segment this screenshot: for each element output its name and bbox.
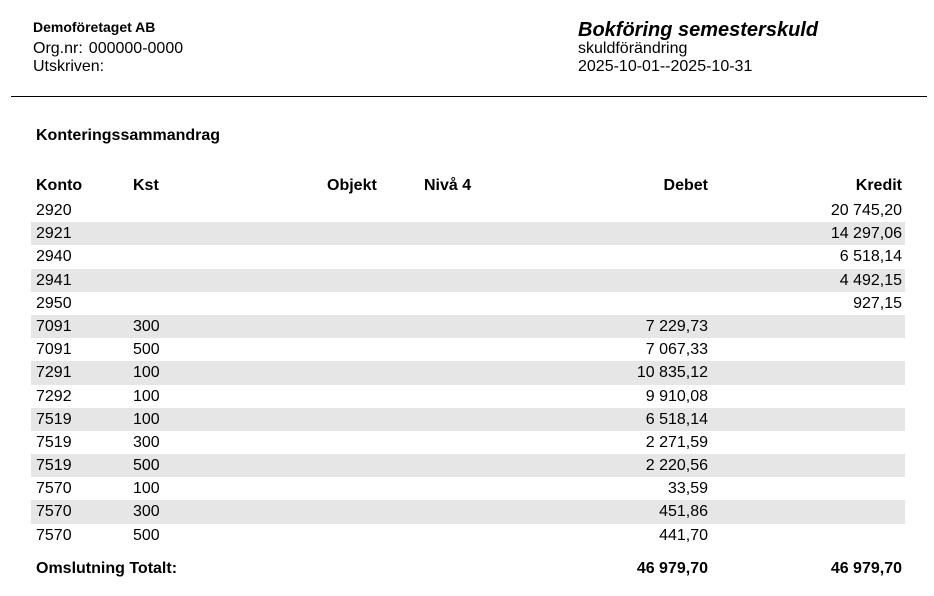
cell-konto: 7292 <box>36 387 72 405</box>
cell-konto: 7291 <box>36 364 72 382</box>
table-row <box>31 199 905 222</box>
cell-kredit: 14 297,06 <box>830 225 902 243</box>
table-row <box>31 385 905 408</box>
cell-debet: 2 220,56 <box>645 457 708 475</box>
cell-konto: 7570 <box>36 526 72 544</box>
col-konto: Konto <box>36 177 83 194</box>
cell-debet: 7 067,33 <box>645 341 708 359</box>
cell-kredit: 6 518,14 <box>839 248 902 266</box>
col-kst: Kst <box>133 177 159 194</box>
table-row <box>31 315 905 338</box>
cell-debet: 9 910,08 <box>645 387 708 405</box>
table-row <box>31 454 905 477</box>
table-row <box>31 500 905 523</box>
cell-kst: 500 <box>133 526 160 544</box>
table-row <box>31 361 905 384</box>
cell-konto: 7519 <box>36 410 72 428</box>
cell-debet: 441,70 <box>659 526 708 544</box>
cell-kst: 100 <box>133 364 160 382</box>
table-row <box>31 222 905 245</box>
cell-konto: 2941 <box>36 271 72 289</box>
table-row <box>31 292 905 315</box>
col-objekt: Objekt <box>327 177 377 194</box>
cell-debet: 7 229,73 <box>645 317 708 335</box>
cell-konto: 7519 <box>36 457 72 475</box>
table-row <box>31 338 905 361</box>
cell-kst: 300 <box>133 433 160 451</box>
cell-kredit: 20 745,20 <box>830 202 902 219</box>
cell-konto: 7570 <box>36 480 72 498</box>
col-kredit: Kredit <box>855 177 902 194</box>
cell-kst: 300 <box>133 317 160 335</box>
table-row <box>31 477 905 500</box>
totals-debet: 46 979,70 <box>636 560 708 577</box>
table-row <box>31 269 905 292</box>
cell-kst: 500 <box>133 457 160 475</box>
cell-konto: 2950 <box>36 294 72 312</box>
table-row <box>31 524 905 547</box>
company-name: Demoföretaget AB <box>33 19 156 35</box>
report-subtitle: skuldförändring <box>578 40 688 57</box>
cell-kredit: 4 492,15 <box>839 271 902 289</box>
cell-kst: 500 <box>133 341 160 359</box>
org-number <box>33 40 183 58</box>
col-debet: Debet <box>663 177 708 194</box>
cell-kst: 100 <box>133 387 160 405</box>
cell-konto: 7091 <box>36 317 72 335</box>
cell-konto: 2920 <box>36 202 72 219</box>
cell-konto: 2921 <box>36 225 72 243</box>
table-row <box>31 431 905 454</box>
section-title: Konteringssammandrag <box>36 127 221 144</box>
col-niva4: Nivå 4 <box>424 177 472 194</box>
cell-debet: 451,86 <box>659 503 708 521</box>
report-title: Bokföring semesterskuld <box>578 19 819 41</box>
cell-kst: 100 <box>133 480 160 498</box>
cell-konto: 7519 <box>36 433 72 451</box>
cell-kst: 300 <box>133 503 160 521</box>
cell-konto: 7091 <box>36 341 72 359</box>
table-row <box>31 408 905 431</box>
totals-kredit: 46 979,70 <box>830 560 902 577</box>
report-period: 2025-10-01--2025-10-31 <box>578 58 753 75</box>
cell-konto: 7570 <box>36 503 72 521</box>
cell-debet: 6 518,14 <box>645 410 708 428</box>
printed-label: Utskriven: <box>33 58 105 75</box>
cell-debet: 33,59 <box>667 480 708 498</box>
cell-kredit: 927,15 <box>853 294 902 312</box>
cell-kst: 100 <box>133 410 160 428</box>
cell-debet: 10 835,12 <box>636 364 708 382</box>
org-number-value: 000000-0000 <box>88 40 184 57</box>
posting-table <box>31 199 905 547</box>
table-row <box>31 245 905 268</box>
cell-debet: 2 271,59 <box>645 433 708 451</box>
header-divider <box>11 96 927 97</box>
cell-konto: 2940 <box>36 248 72 266</box>
totals-label: Omslutning Totalt: <box>36 560 178 577</box>
org-number-label: Org.nr: <box>33 40 83 57</box>
